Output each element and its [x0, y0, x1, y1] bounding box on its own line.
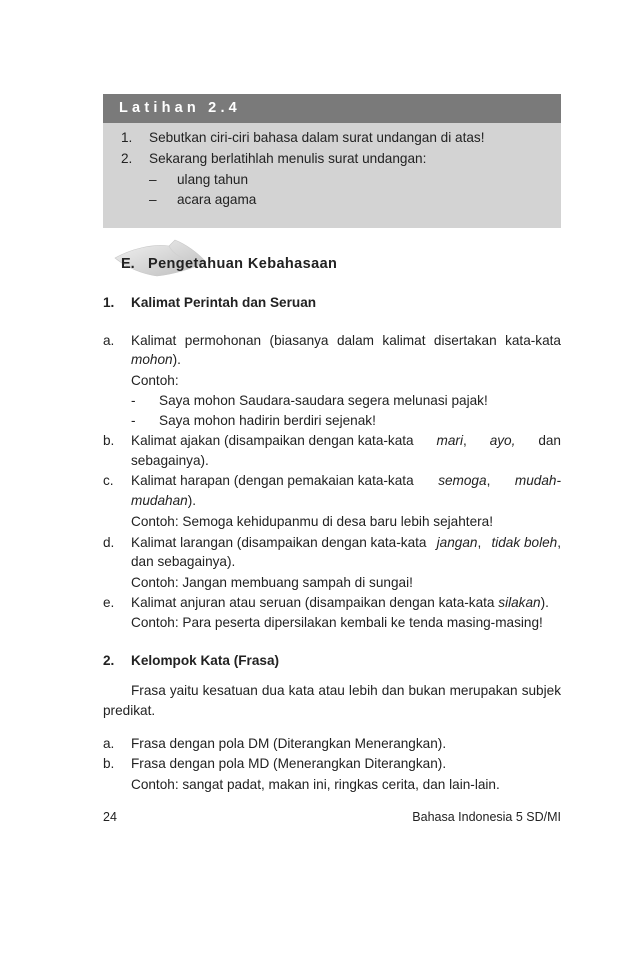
- item-text-part: semoga,: [438, 473, 491, 488]
- bullet-item: ulang tahun: [177, 172, 249, 187]
- item-text-part: Kalimat larangan (disampaikan dengan kata-kata: [131, 535, 427, 550]
- example-dash: -: [131, 413, 136, 428]
- emphasis-word: ayo,: [489, 433, 516, 448]
- example-text: Saya mohon Saudara-saudara segera melunasi pajak!: [159, 393, 488, 408]
- item-text: [131, 351, 181, 369]
- item-text: sebagainya).: [131, 453, 209, 468]
- item-text-part: Kalimat harapan (dengan pemakaian kata-kata: [131, 473, 414, 488]
- section-title: Pengetahuan Kebahasaan: [148, 256, 338, 272]
- emphasis-word: semoga: [438, 473, 487, 488]
- question-text: Sekarang berlatihlah menulis surat undangan:: [149, 151, 427, 166]
- example-text: Contoh: Para peserta dipersilakan kembali ke tenda masing-masing!: [131, 615, 543, 630]
- item-text: Frasa dengan pola DM (Diterangkan Menerangkan).: [131, 736, 447, 751]
- item-text: [131, 534, 561, 552]
- emphasis-word: tidak boleh: [491, 535, 558, 550]
- bullet-dash: –: [149, 172, 157, 187]
- paragraph-text: predikat.: [103, 703, 156, 718]
- emphasis-word: mudah-: [514, 473, 561, 488]
- subsection-number: 1.: [103, 295, 115, 310]
- example-dash: -: [131, 393, 136, 408]
- section-letter: E.: [121, 256, 135, 272]
- item-label: d.: [103, 535, 115, 550]
- emphasis-word: jangan: [436, 535, 478, 550]
- item-label: a.: [103, 333, 115, 348]
- question-text: Sebutkan ciri-ciri bahasa dalam surat undangan di atas!: [149, 130, 485, 145]
- exercise-body: [103, 123, 561, 228]
- page-number: 24: [103, 810, 117, 824]
- item-text: [131, 432, 561, 450]
- punctuation: ).: [187, 493, 196, 508]
- example-text: Contoh: Jangan membuang sampah di sungai!: [131, 575, 413, 590]
- item-text-part: mari,: [436, 433, 467, 448]
- example-text: Contoh: sangat padat, makan ini, ringkas cerita, dan lain-lain.: [131, 777, 500, 792]
- item-text-part: tidak boleh,: [491, 535, 561, 550]
- question-number: 1.: [121, 130, 133, 145]
- example-text: Contoh: Semoga kehidupanmu di desa baru lebih sejahtera!: [131, 514, 493, 529]
- item-label: a.: [103, 736, 115, 751]
- bullet-item: acara agama: [177, 192, 257, 207]
- item-text: Frasa dengan pola MD (Menerangkan Diterangkan).: [131, 756, 447, 771]
- item-label: e.: [103, 595, 115, 610]
- subsection-title: Kalimat Perintah dan Seruan: [131, 295, 317, 310]
- item-text-part: Kalimat ajakan (disampaikan dengan kata-kata: [131, 433, 414, 448]
- item-label: b.: [103, 756, 115, 771]
- item-label: b.: [103, 433, 115, 448]
- exercise-header: [103, 94, 561, 123]
- emphasis-word: mohon: [131, 352, 173, 367]
- paragraph-text: Frasa yaitu kesatuan dua kata atau lebih dan bukan merupakan subjek: [131, 683, 561, 698]
- item-text-part: Kalimat anjuran atau seruan (disampaikan dengan kata-kata: [131, 595, 495, 610]
- subsection-number: 2.: [103, 653, 115, 668]
- example-label: Contoh:: [131, 373, 179, 388]
- item-label: c.: [103, 473, 114, 488]
- item-text-part: dan: [538, 433, 561, 448]
- question-number: 2.: [121, 151, 133, 166]
- punctuation: ).: [540, 595, 549, 610]
- emphasis-word: silakan: [498, 595, 541, 610]
- item-text-part: jangan,: [436, 535, 482, 550]
- item-text: [131, 472, 561, 490]
- emphasis-word: mari: [436, 433, 463, 448]
- bullet-dash: –: [149, 192, 157, 207]
- item-text: [131, 492, 196, 510]
- punctuation: ).: [172, 352, 181, 367]
- exercise-title: Latihan 2.4: [119, 100, 241, 116]
- item-text: [131, 594, 549, 612]
- item-text: dan sebagainya).: [131, 554, 236, 569]
- example-text: Saya mohon hadirin berdiri sejenak!: [159, 413, 376, 428]
- item-text: Kalimat permohonan (biasanya dalam kalimat disertakan kata-kata: [131, 333, 561, 348]
- book-title: Bahasa Indonesia 5 SD/MI: [412, 810, 561, 824]
- subsection-title: Kelompok Kata (Frasa): [131, 653, 280, 668]
- emphasis-word: mudahan: [131, 493, 188, 508]
